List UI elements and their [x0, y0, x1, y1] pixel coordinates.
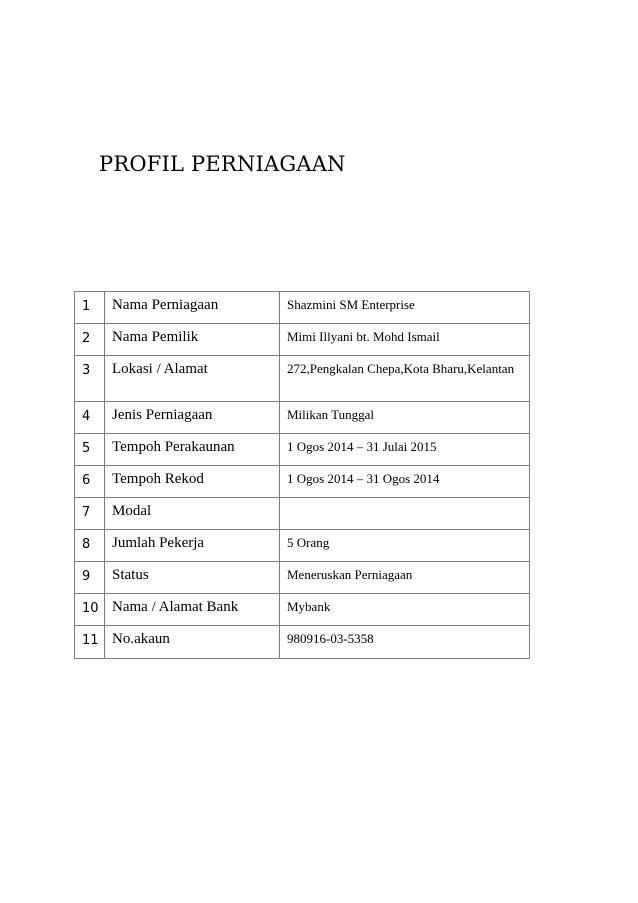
table-row — [75, 626, 530, 659]
table-row — [75, 292, 530, 324]
table-row — [75, 466, 530, 498]
business-profile-table — [74, 291, 530, 659]
row-number: 8 — [75, 530, 105, 562]
row-number: 2 — [75, 324, 105, 356]
table-row — [75, 434, 530, 466]
row-value: 272,Pengkalan Chepa,Kota Bharu,Kelantan — [280, 356, 530, 402]
row-value: Mybank — [280, 594, 530, 626]
row-value — [280, 498, 530, 530]
row-number: 7 — [75, 498, 105, 530]
row-number: 9 — [75, 562, 105, 594]
row-number: 6 — [75, 466, 105, 498]
row-label: Lokasi / Alamat — [105, 356, 280, 402]
row-label: Jumlah Pekerja — [105, 530, 280, 562]
table-row — [75, 498, 530, 530]
row-number: 4 — [75, 402, 105, 434]
table-row — [75, 402, 530, 434]
row-label: Tempoh Rekod — [105, 466, 280, 498]
row-label: Tempoh Perakaunan — [105, 434, 280, 466]
row-number: 5 — [75, 434, 105, 466]
row-label: Nama Pemilik — [105, 324, 280, 356]
row-value: Shazmini SM Enterprise — [280, 292, 530, 324]
row-value: 1 Ogos 2014 – 31 Ogos 2014 — [280, 466, 530, 498]
table-row — [75, 530, 530, 562]
row-value: 980916-03-5358 — [280, 626, 530, 659]
row-value: Meneruskan Perniagaan — [280, 562, 530, 594]
row-number: 1 — [75, 292, 105, 324]
row-label: Nama Perniagaan — [105, 292, 280, 324]
row-number: 3 — [75, 356, 105, 402]
row-label: Modal — [105, 498, 280, 530]
row-number: 10 — [75, 594, 105, 626]
row-value: Milikan Tunggal — [280, 402, 530, 434]
row-value: 5 Orang — [280, 530, 530, 562]
row-label: Status — [105, 562, 280, 594]
table-row — [75, 324, 530, 356]
row-label: Nama / Alamat Bank — [105, 594, 280, 626]
table-row — [75, 562, 530, 594]
table-row — [75, 356, 530, 402]
table-row — [75, 594, 530, 626]
row-value: Mimi Illyani bt. Mohd Ismail — [280, 324, 530, 356]
row-label: Jenis Perniagaan — [105, 402, 280, 434]
row-value: 1 Ogos 2014 – 31 Julai 2015 — [280, 434, 530, 466]
row-number: 11 — [75, 626, 105, 659]
row-label: No.akaun — [105, 626, 280, 659]
page-title: PROFIL PERNIAGAAN — [99, 152, 346, 176]
